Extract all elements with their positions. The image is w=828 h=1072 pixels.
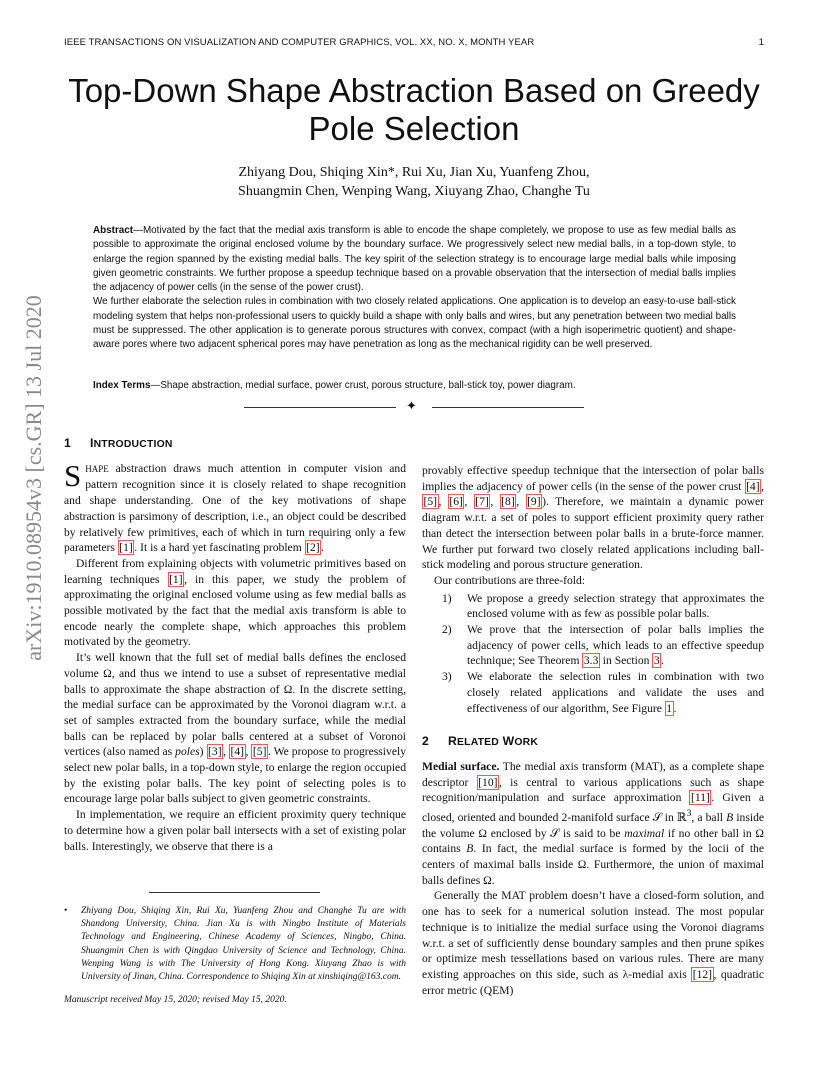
abstract — [93, 224, 736, 353]
related-paragraph-1: Medial surface. The medial axis transform (MAT), as a complete shape descriptor [10] , is central to various applications such as shape recognition/manipulation and surface approximation [11] . Given a closed, oriented and bounded 2-manifold surface 𝒮 in ℝ$^3$, a ball B inside the volume Ω enclosed by 𝒮 is said to be maximal if no other ball in Ω contains B. In fact, the medial surface is formed by the locii of the centers of maximal balls inside Ω. Furthermore, the union of maximal balls defines Ω. — [422, 759, 765, 887]
divider-line-left — [244, 407, 396, 408]
section-2-heading: 2 RELATED WORK — [422, 734, 539, 749]
manuscript-note: Manuscript received May 15, 2020; revised May 15, 2020. — [64, 995, 287, 1005]
list-item: 1) We propose a greedy selection strategy that approximates the enclosed volume with as few as possible polar balls. — [442, 591, 764, 621]
intro-paragraph-3: It’s well known that the full set of medial balls defines the enclosed volume Ω, and thus we intend to use a subset of representative medial balls to approximate the shape abstraction of Ω. In the discrete setting, the medial surface can be approximated by the Voronoi diagram w.r.t. a set of samples extracted from the boundary surface, while the medial balls can be replaced by polar balls centered at a subset of Voronoi vertices (also named as poles) [3] , [4] , [5] . We propose to progressively select new polar balls, in a top-down style, to enlarge the region occupied by the existing polar balls. The key point of selecting poles is to encourage large polar balls subject to given geometric constraints. — [64, 651, 406, 806]
affiliation-footnote — [64, 905, 406, 984]
intro-paragraph-2: Different from explaining objects with volumetric primitives based on learning techniques [1] , in this paper, we study the problem of approximating the original enclosed volume using as few medial balls as possible motivated by the fact that the medial axis transform is able to encode nearly the complete shape, which approaches this problem motivated by the geometry. — [64, 556, 406, 649]
citation-link[interactable]: [3] — [208, 745, 222, 759]
abstract-paragraph-2: We further elaborate the selection rules in combination with two closely related applications. One application is to develop an easy-to-use ball-stick modeling system that helps non-professional users to quickly build a shape with only balls and wires, but any penetration between two medial balls must be suppressed. The other application is to generate porous structures with convex, compact (with a high isoperimetric quotient) and shape-aware pores where two adjacent spherical pores may have penetration as long as the mechanical rigidity can be well preserved. — [93, 296, 736, 351]
drop-cap: S — [64, 457, 82, 493]
authors-line-1: Zhiyang Dou, Shiqing Xin*, Rui Xu, Jian Xu, Yuanfeng Zhou, — [238, 165, 590, 180]
citation-link[interactable]: [1] — [119, 541, 133, 555]
section-link[interactable]: 3 — [653, 654, 660, 668]
citation-link[interactable]: [11] — [690, 791, 710, 805]
citation-link[interactable]: [10] — [478, 775, 498, 789]
journal-header: IEEE TRANSACTIONS ON VISUALIZATION AND COMPUTER GRAPHICS, VOL. XX, NO. X, MONTH YEAR — [64, 37, 535, 48]
section-number: 1 — [64, 436, 71, 450]
related-paragraph-2: Generally the MAT problem doesn’t have a closed-form solution, and one has to seek for a numerical solution instead. The most popular technique is to initialize the medial surface using the Voronoi diagrams w.r.t. a set of sufficiently dense boundary samples and then prune spikes or optimize mesh tessellations based on various rules. There are many existing approaches on this side, such as λ-medial axis [12] , quadratic error metric (QEM) — [422, 889, 764, 997]
list-item: 3) We elaborate the selection rules in combination with two closely related applications and validate the uses and effectiveness of our algorithm, See Figure 1 . — [442, 670, 764, 715]
citation-link[interactable]: [4] — [230, 745, 244, 759]
author-list — [80, 163, 748, 201]
figure-link[interactable]: 1 — [666, 701, 673, 715]
index-terms — [93, 379, 736, 393]
running-header — [64, 37, 764, 48]
citation-link[interactable]: [7] — [475, 495, 489, 509]
list-item: 2) We prove that the intersection of polar balls implies the adjacency of power cells, which leads to an effective speedup technique; See Theorem 3.3 in Section 3 . — [442, 623, 764, 668]
section-number: 2 — [422, 734, 429, 749]
abstract-paragraph-1: —Motivated by the fact that the medial axis transform is able to encode the shape completely, we propose to use as few medial balls as possible to approximate the original enclosed volume by the boundary surface. We progressively select new medial balls, in a top-down style, to enlarge the region spanned by the existing medial balls. The key spirit of the selection strategy is to encourage large medial balls while imposing given geometric constraints. We further propose a speedup technique based on a provable observation that the intersection of medial balls implies the adjacency of power cells (in the sense of the power crust). — [93, 225, 736, 294]
contributions-list — [422, 591, 764, 717]
citation-link[interactable]: [2] — [306, 541, 320, 555]
citation-link[interactable]: [9] — [527, 495, 541, 509]
section-1-heading: 1 INTRODUCTION — [64, 436, 173, 450]
right-column — [422, 463, 764, 998]
citation-link[interactable]: [5] — [252, 745, 267, 759]
paragraph-heading: Medial surface. — [422, 759, 500, 773]
divider-line-right — [432, 407, 584, 408]
paper-title — [40, 72, 788, 148]
footnote-text: Zhiyang Dou, Shiqing Xin, Rui Xu, Yuanfeng Zhou and Changhe Tu are with Shandong University, China. Jian Xu is with Ningbo Institute of Materials Technology and Engineering, Chinese Academy of Sciences, Ningbo, China. Shuangmin Chen is with Qingdao University of Science and Technology, China. Wenping Wang is with The University of Hong Kong. Xiuyang Zhao is with University of Jinan, China. Correspondence to Shiqing Xin at xinshiqing@163.com. — [81, 906, 406, 983]
title-line-1: Top-Down Shape Abstraction Based on Greedy — [68, 72, 760, 109]
bullet-icon: • — [64, 906, 68, 916]
left-column — [64, 436, 406, 854]
contributions-intro: Our contributions are three-fold: — [434, 573, 585, 587]
arxiv-stamp-container — [14, 288, 54, 668]
theorem-link[interactable]: 3.3 — [583, 654, 599, 668]
abstract-label: Abstract — [93, 225, 134, 236]
citation-link[interactable]: [5] — [423, 495, 438, 509]
authors-line-2: Shuangmin Chen, Wenping Wang, Xiuyang Zhao, Changhe Tu — [238, 184, 590, 199]
intro-paragraph-1: SHAPE abstraction draws much attention in computer vision and pattern recognition since it is closely related to shape recognition and shape understanding. One of the key motivations of shape abstraction is parsimony of description, i.e., an object could be described by relatively few primitives, each of which in turn requiring only a few parameters [1] . It is a hard yet fascinating problem [2] . — [64, 457, 406, 555]
intro-paragraph-4: In implementation, we require an efficient proximity query technique to determine how a given polar ball intersects with a set of existing polar balls. Interestingly, we observe that there is a — [64, 808, 406, 853]
page-number: 1 — [758, 37, 764, 48]
arxiv-stamp: arXiv:1910.08954v3 [cs.GR] 13 Jul 2020 — [21, 295, 46, 661]
citation-link[interactable]: [6] — [449, 495, 463, 509]
index-terms-label: Index Terms — [93, 380, 151, 391]
citation-link[interactable]: [8] — [501, 495, 515, 509]
divider-star-icon: ✦ — [406, 398, 417, 413]
citation-link[interactable]: [12] — [692, 967, 713, 981]
intro-paragraph-5: provably effective speedup technique that the intersection of polar balls implies the adjacency of power cells (in the sense of the power crust [4] , [5] , [6] , [7] , [8] , [9] ). Therefore, we maintain a dynamic power diagram w.r.t. a set of poles to support efficient proximity query rather than detect the intersection between polar balls in a brute-force manner. We further put forward two closely related applications including ball-stick modeling and porous structure generation. — [422, 464, 765, 572]
index-terms-text: —Shape abstraction, medial surface, power crust, porous structure, ball-stick toy, power diagram. — [150, 380, 576, 391]
footnote-rule — [149, 892, 320, 893]
citation-link[interactable]: [1] — [169, 572, 183, 586]
title-line-2: Pole Selection — [308, 110, 520, 147]
section-divider — [244, 400, 584, 414]
citation-link[interactable]: [4] — [746, 479, 760, 493]
